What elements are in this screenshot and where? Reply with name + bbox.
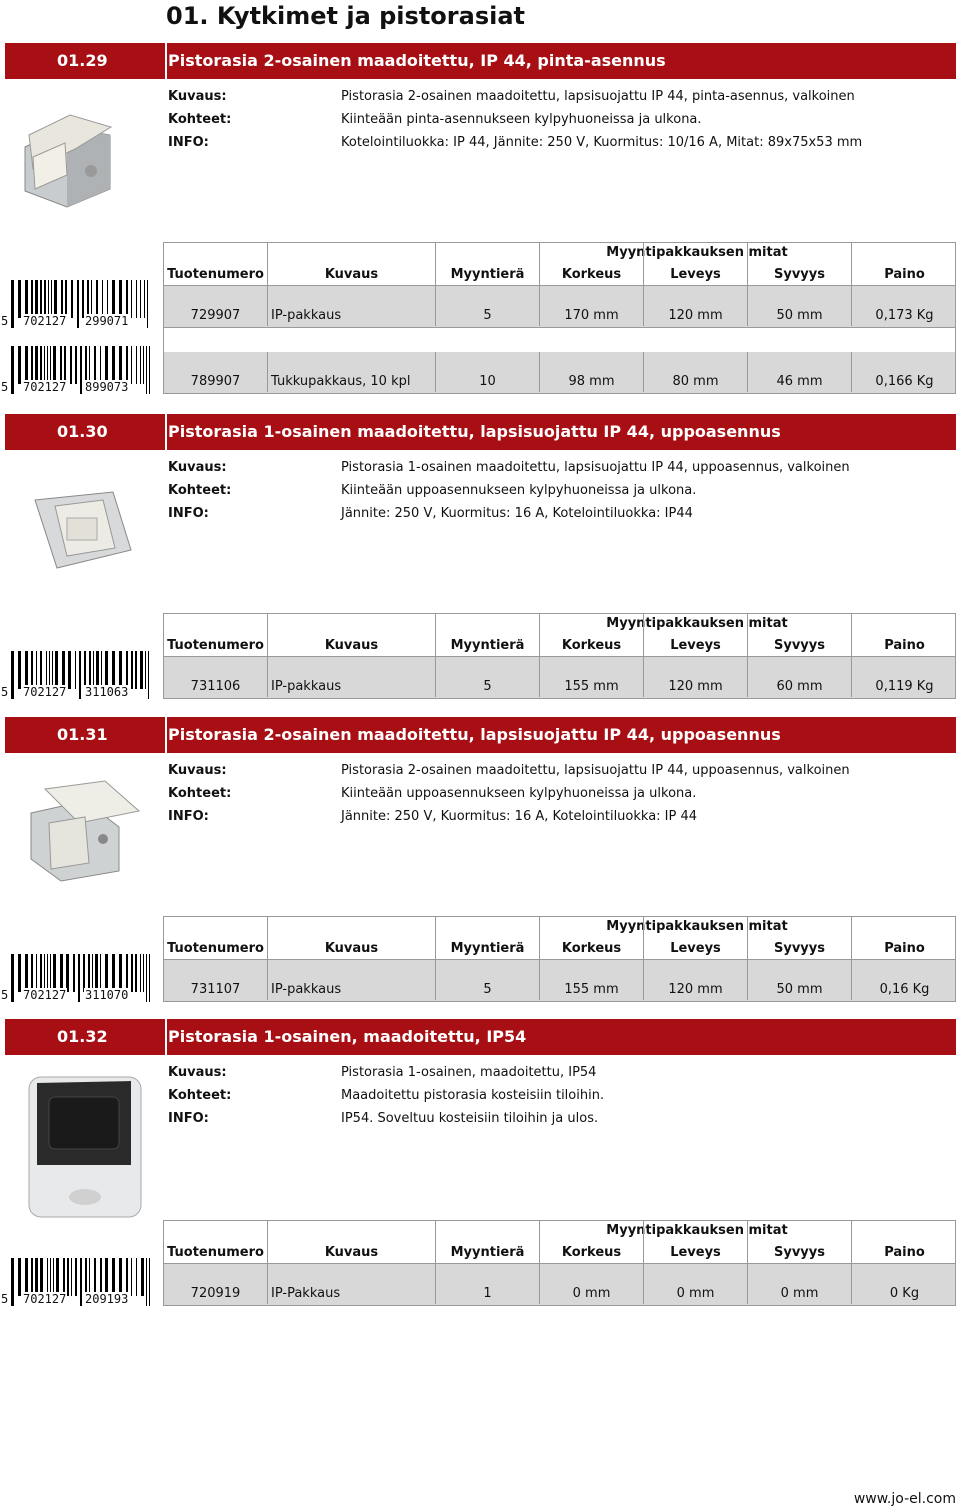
cell-value: 720919 <box>190 1286 241 1301</box>
table-cell <box>164 657 268 697</box>
value-kohteet: Maadoitettu pistorasia kosteisiin tiloihin. <box>341 1088 605 1103</box>
barcode-digit-group: 209193 <box>85 1292 129 1306</box>
header-divider <box>165 414 167 450</box>
column-header <box>164 1221 268 1263</box>
cell-value: Tukkupakkaus, 10 kpl <box>271 374 411 389</box>
package-table <box>163 613 956 699</box>
product-section <box>0 1019 960 1319</box>
label-kuvaus: Kuvaus: <box>168 89 227 104</box>
column-header <box>852 614 957 656</box>
cell-value: IP-pakkaus <box>271 679 342 694</box>
column-header-label: Korkeus <box>561 1245 622 1260</box>
barcode-digit-group: 702127 <box>23 988 67 1002</box>
section-header-bar <box>5 717 956 753</box>
section-title: Pistorasia 1-osainen, maadoitettu, IP54 <box>168 1027 527 1046</box>
column-header <box>748 917 852 959</box>
table-cell <box>164 1264 268 1304</box>
table-cell <box>852 657 957 697</box>
table-row <box>163 657 956 699</box>
cell-value: 789907 <box>190 374 241 389</box>
cell-value: 50 mm <box>776 982 823 997</box>
cell-value: 731106 <box>190 679 241 694</box>
barcode-digits <box>0 988 152 1002</box>
cell-value: 729907 <box>190 308 241 323</box>
product-photo <box>15 99 155 209</box>
barcode <box>0 1258 152 1306</box>
cell-value: 50 mm <box>776 308 823 323</box>
cell-value: 0,166 Kg <box>875 374 934 389</box>
label-kohteet: Kohteet: <box>168 786 232 801</box>
cell-value: 0,119 Kg <box>875 679 934 694</box>
value-info: Jännite: 250 V, Kuormitus: 16 A, Kotelointiluokka: IP44 <box>341 506 693 521</box>
table-header-row <box>163 916 956 960</box>
column-header-label: Kuvaus <box>324 638 379 653</box>
table-cell <box>436 960 540 1000</box>
column-header <box>540 1221 644 1263</box>
value-kuvaus: Pistorasia 1-osainen, maadoitettu, IP54 <box>341 1065 597 1080</box>
table-cell <box>852 1264 957 1304</box>
table-row <box>163 286 956 328</box>
column-header-label: Leveys <box>670 1245 721 1260</box>
barcode-digit-group: 702127 <box>23 685 67 699</box>
barcode-digit-group: 702127 <box>23 380 67 394</box>
table-cell <box>644 960 748 1000</box>
column-header-label: Tuotenumero <box>167 638 264 653</box>
column-header-label: Myyntierä <box>450 1245 525 1260</box>
package-table <box>163 916 956 1002</box>
barcode-digits <box>0 380 152 394</box>
column-header-label: Syvyys <box>774 941 825 956</box>
cell-value: 0 mm <box>572 1286 611 1301</box>
table-cell <box>268 657 436 697</box>
footer-url[interactable]: www.jo-el.com <box>853 1491 956 1507</box>
product-photo <box>15 1067 155 1225</box>
column-header-label: Korkeus <box>561 638 622 653</box>
barcode-digit-group: 702127 <box>23 1292 67 1306</box>
table-cell <box>540 352 644 392</box>
value-kuvaus: Pistorasia 2-osainen maadoitettu, lapsisuojattu IP 44, pinta-asennus, valkoinen <box>341 89 855 104</box>
cell-value: 0,173 Kg <box>875 308 934 323</box>
section-header-bar <box>5 414 956 450</box>
product-section <box>0 43 960 394</box>
barcode-digit-group: 702127 <box>23 314 67 328</box>
section-code: 01.32 <box>57 1027 108 1046</box>
header-divider <box>165 1019 167 1055</box>
column-header-label: Syvyys <box>774 267 825 282</box>
cell-value: 98 mm <box>568 374 615 389</box>
column-header <box>852 917 957 959</box>
table-cell <box>644 1264 748 1304</box>
column-header-label: Syvyys <box>774 638 825 653</box>
cell-value: 0 mm <box>780 1286 819 1301</box>
table-cell <box>748 286 852 326</box>
package-table <box>163 242 956 394</box>
table-cell <box>540 960 644 1000</box>
product-section <box>0 717 960 1017</box>
table-row <box>163 960 956 1002</box>
column-header <box>644 1221 748 1263</box>
table-cell <box>436 657 540 697</box>
table-cell <box>540 286 644 326</box>
column-header-label: Myyntierä <box>450 267 525 282</box>
column-header <box>540 917 644 959</box>
column-header <box>436 243 540 285</box>
column-header <box>268 1221 436 1263</box>
table-cell <box>436 352 540 392</box>
column-header <box>164 917 268 959</box>
barcode-digit-group: 5 <box>1 1292 9 1306</box>
barcode-digit-group: 299071 <box>85 314 129 328</box>
barcode-digit-group: 5 <box>1 314 9 328</box>
table-cell <box>164 286 268 326</box>
column-header-label: Leveys <box>670 941 721 956</box>
table-header-row <box>163 613 956 657</box>
page-title: 01. Kytkimet ja pistorasiat <box>166 2 525 30</box>
column-header <box>644 614 748 656</box>
cell-value: 155 mm <box>564 679 619 694</box>
table-cell <box>540 657 644 697</box>
cell-value: 46 mm <box>776 374 823 389</box>
value-kohteet: Kiinteään uppoasennukseen kylpyhuoneissa ja ulkona. <box>341 786 697 801</box>
column-header-label: Leveys <box>670 267 721 282</box>
column-header-label: Syvyys <box>774 1245 825 1260</box>
table-header-row <box>163 1220 956 1264</box>
table-cell <box>644 286 748 326</box>
label-kuvaus: Kuvaus: <box>168 1065 227 1080</box>
table-cell <box>436 286 540 326</box>
barcode <box>0 954 152 1002</box>
barcode-digits <box>0 685 152 699</box>
header-group-label: Myyntipakkauksen mitat <box>606 919 788 934</box>
cell-value: 120 mm <box>668 679 723 694</box>
barcode-digit-group: 5 <box>1 988 9 1002</box>
table-cell <box>268 286 436 326</box>
section-header-bar <box>5 1019 956 1055</box>
section-header-bar <box>5 43 956 79</box>
table-cell <box>436 1264 540 1304</box>
column-header <box>852 243 957 285</box>
column-header-label: Myyntierä <box>450 941 525 956</box>
cell-value: 1 <box>483 1286 492 1301</box>
product-photo <box>15 470 155 580</box>
cell-value: 731107 <box>190 982 241 997</box>
header-group-label: Myyntipakkauksen mitat <box>606 1223 788 1238</box>
barcode-digit-group: 311070 <box>85 988 129 1002</box>
column-header <box>436 917 540 959</box>
barcode-digits <box>0 1292 152 1306</box>
label-info: INFO: <box>168 135 209 150</box>
column-header-label: Tuotenumero <box>167 941 264 956</box>
label-info: INFO: <box>168 809 209 824</box>
section-code: 01.29 <box>57 51 108 70</box>
label-info: INFO: <box>168 506 209 521</box>
header-divider <box>165 43 167 79</box>
section-code: 01.31 <box>57 725 108 744</box>
column-header <box>748 243 852 285</box>
table-cell <box>268 352 436 392</box>
cell-value: 120 mm <box>668 308 723 323</box>
column-header <box>644 917 748 959</box>
cell-value: 0 mm <box>676 1286 715 1301</box>
column-header-label: Kuvaus <box>324 1245 379 1260</box>
table-cell <box>540 1264 644 1304</box>
table-cell <box>268 960 436 1000</box>
row-gap <box>163 328 956 352</box>
barcode-digit-group: 5 <box>1 380 9 394</box>
header-group-label: Myyntipakkauksen mitat <box>606 616 788 631</box>
section-title: Pistorasia 2-osainen maadoitettu, lapsisuojattu IP 44, uppoasennus <box>168 725 781 744</box>
header-divider <box>165 717 167 753</box>
label-kohteet: Kohteet: <box>168 112 232 127</box>
value-kohteet: Kiinteään pinta-asennukseen kylpyhuoneissa ja ulkona. <box>341 112 702 127</box>
column-header <box>268 614 436 656</box>
value-kuvaus: Pistorasia 1-osainen maadoitettu, lapsisuojattu IP 44, uppoasennus, valkoinen <box>341 460 850 475</box>
barcode-digits <box>0 314 152 328</box>
column-header-label: Paino <box>884 638 925 653</box>
table-cell <box>268 1264 436 1304</box>
column-header-label: Korkeus <box>561 267 622 282</box>
column-header <box>540 614 644 656</box>
table-header-row <box>163 242 956 286</box>
column-header-label: Korkeus <box>561 941 622 956</box>
column-header <box>164 614 268 656</box>
table-cell <box>164 960 268 1000</box>
label-kuvaus: Kuvaus: <box>168 460 227 475</box>
column-header-label: Paino <box>884 267 925 282</box>
cell-value: 120 mm <box>668 982 723 997</box>
table-row <box>163 352 956 394</box>
column-header <box>268 917 436 959</box>
cell-value: 155 mm <box>564 982 619 997</box>
barcode-digit-group: 899073 <box>85 380 129 394</box>
value-info: Jännite: 250 V, Kuormitus: 16 A, Kotelointiluokka: IP 44 <box>341 809 698 824</box>
column-header <box>436 614 540 656</box>
column-header-label: Tuotenumero <box>167 267 264 282</box>
barcode <box>0 280 152 328</box>
table-cell <box>748 960 852 1000</box>
column-header-label: Leveys <box>670 638 721 653</box>
cell-value: 0 Kg <box>889 1286 920 1301</box>
cell-value: 60 mm <box>776 679 823 694</box>
column-header <box>852 1221 957 1263</box>
section-title: Pistorasia 1-osainen maadoitettu, lapsisuojattu IP 44, uppoasennus <box>168 422 781 441</box>
column-header <box>540 243 644 285</box>
table-cell <box>748 657 852 697</box>
header-group-label: Myyntipakkauksen mitat <box>606 245 788 260</box>
table-cell <box>164 352 268 392</box>
barcode-digit-group: 311063 <box>85 685 129 699</box>
section-code: 01.30 <box>57 422 108 441</box>
product-photo <box>15 773 155 883</box>
barcode-digit-group: 5 <box>1 685 9 699</box>
product-section <box>0 414 960 714</box>
cell-value: IP-pakkaus <box>271 982 342 997</box>
label-kohteet: Kohteet: <box>168 483 232 498</box>
column-header <box>436 1221 540 1263</box>
section-title: Pistorasia 2-osainen maadoitettu, IP 44, pinta-asennus <box>168 51 666 70</box>
cell-value: 170 mm <box>564 308 619 323</box>
column-header <box>268 243 436 285</box>
table-cell <box>852 352 957 392</box>
cell-value: 10 <box>479 374 496 389</box>
label-kohteet: Kohteet: <box>168 1088 232 1103</box>
column-header <box>748 1221 852 1263</box>
column-header-label: Kuvaus <box>324 941 379 956</box>
column-header <box>164 243 268 285</box>
cell-value: 5 <box>483 679 492 694</box>
barcode <box>0 651 152 699</box>
table-cell <box>748 352 852 392</box>
table-cell <box>644 657 748 697</box>
package-table <box>163 1220 956 1306</box>
column-header <box>748 614 852 656</box>
label-info: INFO: <box>168 1111 209 1126</box>
table-cell <box>644 352 748 392</box>
label-kuvaus: Kuvaus: <box>168 763 227 778</box>
table-row <box>163 1264 956 1306</box>
column-header-label: Myyntierä <box>450 638 525 653</box>
cell-value: IP-pakkaus <box>271 308 342 323</box>
value-kuvaus: Pistorasia 2-osainen maadoitettu, lapsisuojattu IP 44, uppoasennus, valkoinen <box>341 763 850 778</box>
value-kohteet: Kiinteään uppoasennukseen kylpyhuoneissa ja ulkona. <box>341 483 697 498</box>
barcode <box>0 346 152 394</box>
column-header-label: Kuvaus <box>324 267 379 282</box>
column-header-label: Paino <box>884 1245 925 1260</box>
cell-value: 5 <box>483 308 492 323</box>
value-info: Kotelointiluokka: IP 44, Jännite: 250 V, Kuormitus: 10/16 A, Mitat: 89x75x53 mm <box>341 135 863 150</box>
cell-value: 5 <box>483 982 492 997</box>
column-header-label: Paino <box>884 941 925 956</box>
column-header-label: Tuotenumero <box>167 1245 264 1260</box>
value-info: IP54. Soveltuu kosteisiin tiloihin ja ulos. <box>341 1111 599 1126</box>
table-cell <box>748 1264 852 1304</box>
cell-value: IP-Pakkaus <box>271 1286 341 1301</box>
table-cell <box>852 286 957 326</box>
table-cell <box>852 960 957 1000</box>
cell-value: 80 mm <box>672 374 719 389</box>
column-header <box>644 243 748 285</box>
cell-value: 0,16 Kg <box>879 982 930 997</box>
